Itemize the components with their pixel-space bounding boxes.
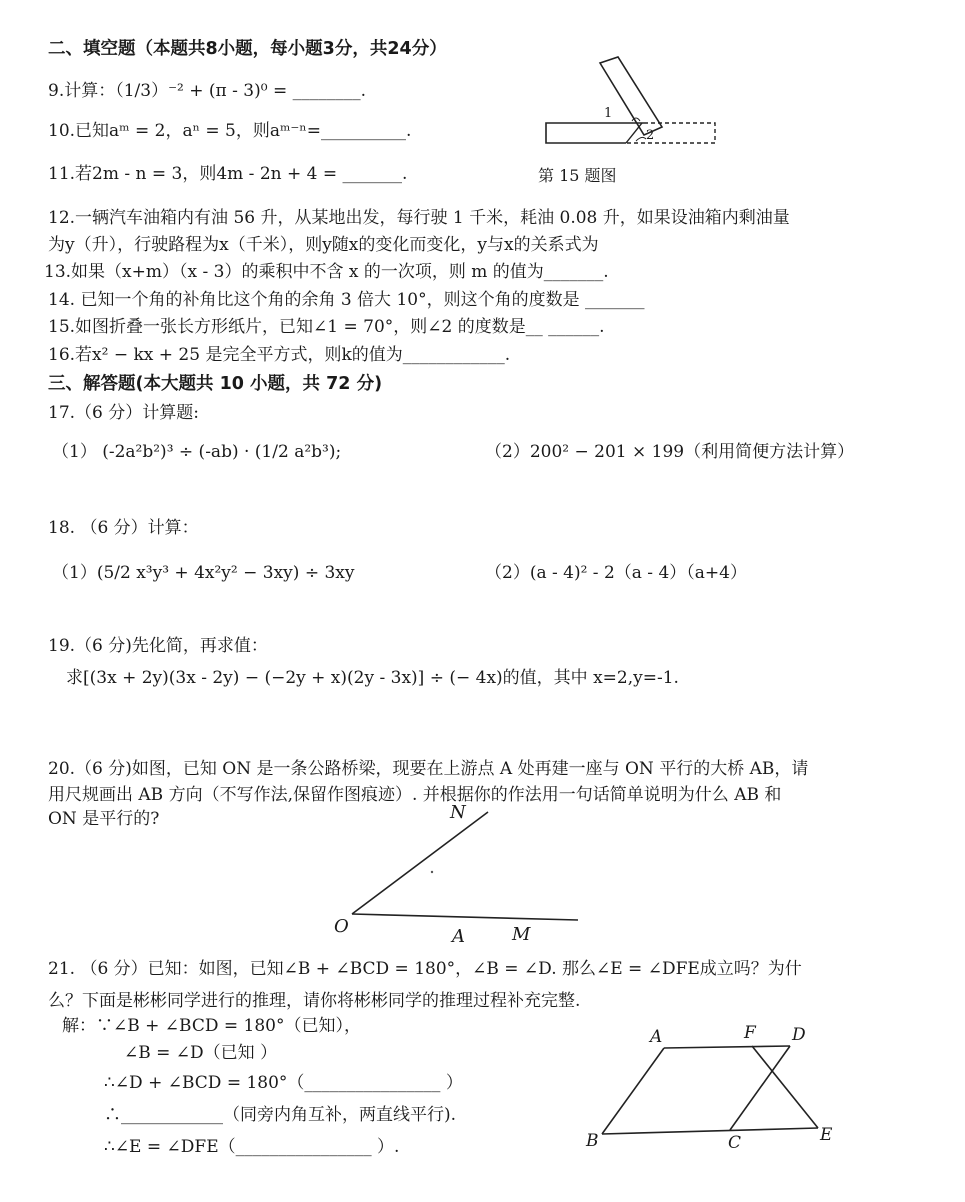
label-N: N: [450, 802, 466, 823]
label-F: F: [744, 1023, 756, 1043]
question-12-line1: 12.一辆汽车油箱内有油 56 升，从某地出发，每行驶 1 千米，耗油 0.08 升，如果设油箱内剩油量: [48, 208, 790, 228]
segment-AB: [602, 1048, 664, 1134]
ray-ON: [352, 812, 488, 914]
fill-section-heading: 二、填空题（本题共8小题，每小题3分，共24分）: [48, 39, 447, 59]
question-20-line3: ON 是平行的?: [48, 809, 160, 829]
figure-15-caption: 第 15 题图: [538, 166, 617, 185]
question-11: 11.若2m - n = 3，则4m - 2n + 4 = _______.: [48, 164, 408, 184]
question-19-title: 19.（6 分)先化简，再求值：: [48, 636, 268, 656]
label-M: M: [512, 924, 531, 945]
question-20-line2: 用尺规画出 AB 方向（不写作法,保留作图痕迹）. 并根据你的作法用一句话简单说明为什么 AB 和: [48, 785, 782, 805]
paper-strip-left: [546, 123, 644, 143]
label-E: E: [820, 1125, 833, 1145]
label-A: A: [650, 1027, 663, 1047]
figure-15-folded-paper: [540, 55, 740, 155]
question-16: 16.若x² − kx + 25 是完全平方式，则k的值为____________.: [48, 345, 511, 365]
dot-mark: [431, 871, 433, 873]
label-O: O: [334, 916, 349, 937]
label-A: A: [452, 926, 465, 947]
question-21-step1: 解：∵∠B + ∠BCD = 180°（已知），: [62, 1016, 361, 1036]
segment-DC: [730, 1046, 790, 1130]
question-15: 15.如图折叠一张长方形纸片，已知∠1 = 70°，则∠2 的度数是__ ______.: [48, 317, 605, 337]
question-18-part2: （2）(a - 4)² - 2（a - 4）（a+4）: [485, 563, 747, 583]
question-10: 10.已知aᵐ = 2，aⁿ = 5，则aᵐ⁻ⁿ=__________.: [48, 121, 412, 141]
ray-OM: [352, 914, 578, 920]
segment-FE: [752, 1046, 818, 1128]
figure-20-bridge: [330, 800, 590, 950]
question-21-step4: ∴____________（同旁内角互补，两直线平行).: [104, 1105, 457, 1125]
fold-line: [626, 123, 642, 143]
segment-AD: [664, 1046, 790, 1048]
question-9: 9.计算：（1/3）⁻² + (π - 3)⁰ = ________.: [48, 81, 366, 101]
angle-2-label: 2: [646, 128, 655, 143]
segment-BE: [602, 1128, 818, 1134]
question-21-step2: ∠B = ∠D（已知 ）: [124, 1043, 278, 1063]
question-18-part1: （1）(5/2 x³y³ + 4x²y² − 3xy) ÷ 3xy: [52, 563, 355, 583]
question-14: 14. 已知一个角的补角比这个角的余角 3 倍大 10°，则这个角的度数是 _______: [48, 290, 645, 310]
question-17-part2: （2）200² − 201 × 199（利用简便方法计算）: [485, 442, 855, 462]
question-13: 13.如果（x+m）（x - 3）的乘积中不含 x 的一次项，则 m 的值为_______.: [44, 262, 609, 282]
angle-2-arc: [636, 137, 646, 141]
question-12-line2: 为y（升），行驶路程为x（千米），则y随x的变化而变化，y与x的关系式为: [48, 235, 599, 255]
question-17-part1: （1） (-2a²b²)³ ÷ (-ab) · (1/2 a²b³);: [52, 442, 342, 462]
angle-1-label: 1: [604, 106, 613, 121]
question-19-body: 求[(3x + 2y)(3x - 2y) − (−2y + x)(2y - 3x)] ÷ (− 4x)的值，其中 x=2,y=-1.: [66, 668, 679, 688]
question-21-line1: 21. （6 分）已知：如图，已知∠B + ∠BCD = 180°，∠B = ∠D. 那么∠E = ∠DFE成立吗？为什: [48, 959, 802, 979]
label-D: D: [792, 1025, 806, 1045]
question-21-step3: ∴∠D + ∠BCD = 180°（________________ ）: [104, 1073, 463, 1093]
question-18-title: 18. （6 分）计算：: [48, 518, 199, 538]
question-21-line2: 么？下面是彬彬同学进行的推理，请你将彬彬同学的推理过程补充完整.: [48, 991, 581, 1011]
question-20-line1: 20.（6 分)如图，已知 ON 是一条公路桥梁，现要在上游点 A 处再建一座与 ON 平行的大桥 AB，请: [48, 759, 809, 779]
question-21-step5: ∴∠E = ∠DFE（________________ ）.: [104, 1137, 400, 1157]
solve-section-heading: 三、解答题(本大题共 10 小题，共 72 分): [48, 374, 383, 394]
question-17-title: 17.（6 分）计算题:: [48, 403, 199, 423]
label-C: C: [728, 1133, 742, 1153]
figure-21-parallelogram: [580, 1020, 840, 1160]
label-B: B: [586, 1131, 599, 1151]
